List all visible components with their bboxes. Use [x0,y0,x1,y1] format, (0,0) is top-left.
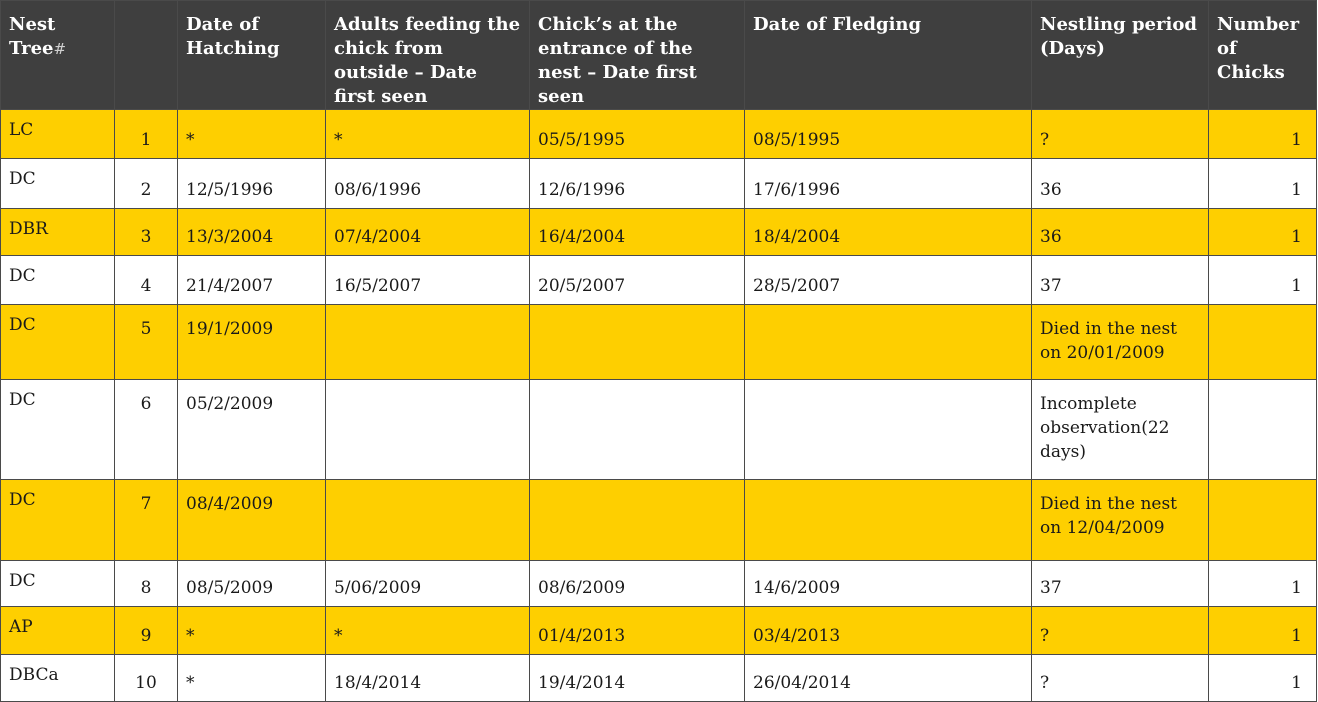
cell-nest-tree: DC [1,159,115,209]
cell-hatching: 08/5/2009 [178,561,326,607]
cell-chick-entrance: 05/5/1995 [530,110,745,159]
cell-fledging: 03/4/2013 [745,607,1032,655]
cell-nestling-period: 36 [1032,209,1209,256]
cell-chick-entrance: 12/6/1996 [530,159,745,209]
header-nest-tree [1,1,115,110]
cell-nestling-period: 36 [1032,159,1209,209]
cell-adults-feeding [326,480,530,561]
cell-nest-tree: DC [1,305,115,380]
cell-number: 4 [115,256,178,305]
cell-chicks: 1 [1209,209,1317,256]
header-tree-mark: # [53,40,67,58]
cell-chicks [1209,305,1317,380]
table-row [1,110,1317,159]
cell-hatching: * [178,607,326,655]
cell-nest-tree: DBCa [1,655,115,702]
cell-fledging: 14/6/2009 [745,561,1032,607]
header-nest-label: Nest [9,14,56,35]
header-number-of-chicks: Number of Chicks [1209,1,1317,110]
header-date-of-hatching: Date of Hatching [178,1,326,110]
header-date-of-fledging: Date of Fledging [745,1,1032,110]
cell-chick-entrance [530,305,745,380]
cell-nestling-period: ? [1032,655,1209,702]
header-adults-feeding: Adults feeding the chick from outside – Date first seen [326,1,530,110]
table-row [1,305,1317,380]
cell-number: 1 [115,110,178,159]
cell-adults-feeding [326,305,530,380]
cell-nest-tree: DBR [1,209,115,256]
table-row [1,655,1317,702]
cell-hatching: 19/1/2009 [178,305,326,380]
cell-number: 2 [115,159,178,209]
cell-hatching: 13/3/2004 [178,209,326,256]
table-row [1,209,1317,256]
cell-chick-entrance [530,380,745,480]
cell-nestling-period: ? [1032,110,1209,159]
cell-number: 5 [115,305,178,380]
cell-hatching: 05/2/2009 [178,380,326,480]
table-row [1,256,1317,305]
cell-nest-tree: DC [1,256,115,305]
cell-adults-feeding: 5/06/2009 [326,561,530,607]
cell-nestling-period: Died in the nest on 12/04/2009 [1032,480,1209,561]
cell-nest-tree: AP [1,607,115,655]
cell-chick-entrance: 20/5/2007 [530,256,745,305]
cell-chicks: 1 [1209,607,1317,655]
cell-adults-feeding: 18/4/2014 [326,655,530,702]
cell-chicks [1209,380,1317,480]
cell-nest-tree: DC [1,561,115,607]
cell-nestling-period: 37 [1032,256,1209,305]
table-row [1,561,1317,607]
cell-chicks: 1 [1209,110,1317,159]
cell-chicks: 1 [1209,655,1317,702]
cell-number: 7 [115,480,178,561]
cell-nestling-period: 37 [1032,561,1209,607]
cell-number: 10 [115,655,178,702]
cell-chick-entrance [530,480,745,561]
table-row [1,607,1317,655]
cell-chicks: 1 [1209,256,1317,305]
cell-hatching: 21/4/2007 [178,256,326,305]
cell-chick-entrance: 19/4/2014 [530,655,745,702]
table-row [1,380,1317,480]
cell-hatching: * [178,110,326,159]
cell-fledging [745,305,1032,380]
cell-adults-feeding: 07/4/2004 [326,209,530,256]
cell-nestling-period: Incomplete observation(22 days) [1032,380,1209,480]
cell-fledging [745,380,1032,480]
cell-adults-feeding: * [326,607,530,655]
cell-nestling-period: Died in the nest on 20/01/2009 [1032,305,1209,380]
cell-chick-entrance: 01/4/2013 [530,607,745,655]
cell-chicks: 1 [1209,561,1317,607]
table-row [1,480,1317,561]
header-number [115,1,178,110]
cell-nest-tree: LC [1,110,115,159]
cell-fledging: 08/5/1995 [745,110,1032,159]
cell-chick-entrance: 16/4/2004 [530,209,745,256]
cell-nest-tree: DC [1,380,115,480]
cell-hatching: 08/4/2009 [178,480,326,561]
cell-number: 9 [115,607,178,655]
cell-adults-feeding: 08/6/1996 [326,159,530,209]
cell-chick-entrance: 08/6/2009 [530,561,745,607]
cell-fledging: 28/5/2007 [745,256,1032,305]
cell-fledging: 18/4/2004 [745,209,1032,256]
cell-nestling-period: ? [1032,607,1209,655]
cell-number: 3 [115,209,178,256]
cell-hatching: 12/5/1996 [178,159,326,209]
cell-number: 6 [115,380,178,480]
header-row [1,1,1317,110]
header-chick-at-entrance: Chick’s at the entrance of the nest – Date first seen [530,1,745,110]
cell-adults-feeding [326,380,530,480]
cell-number: 8 [115,561,178,607]
cell-adults-feeding: 16/5/2007 [326,256,530,305]
header-tree-label: Tree [9,38,54,59]
table-row [1,159,1317,209]
cell-nest-tree: DC [1,480,115,561]
cell-chicks [1209,480,1317,561]
cell-hatching: * [178,655,326,702]
cell-chicks: 1 [1209,159,1317,209]
cell-fledging [745,480,1032,561]
cell-fledging: 17/6/1996 [745,159,1032,209]
header-nestling-period: Nestling period (Days) [1032,1,1209,110]
cell-fledging: 26/04/2014 [745,655,1032,702]
cell-adults-feeding: * [326,110,530,159]
